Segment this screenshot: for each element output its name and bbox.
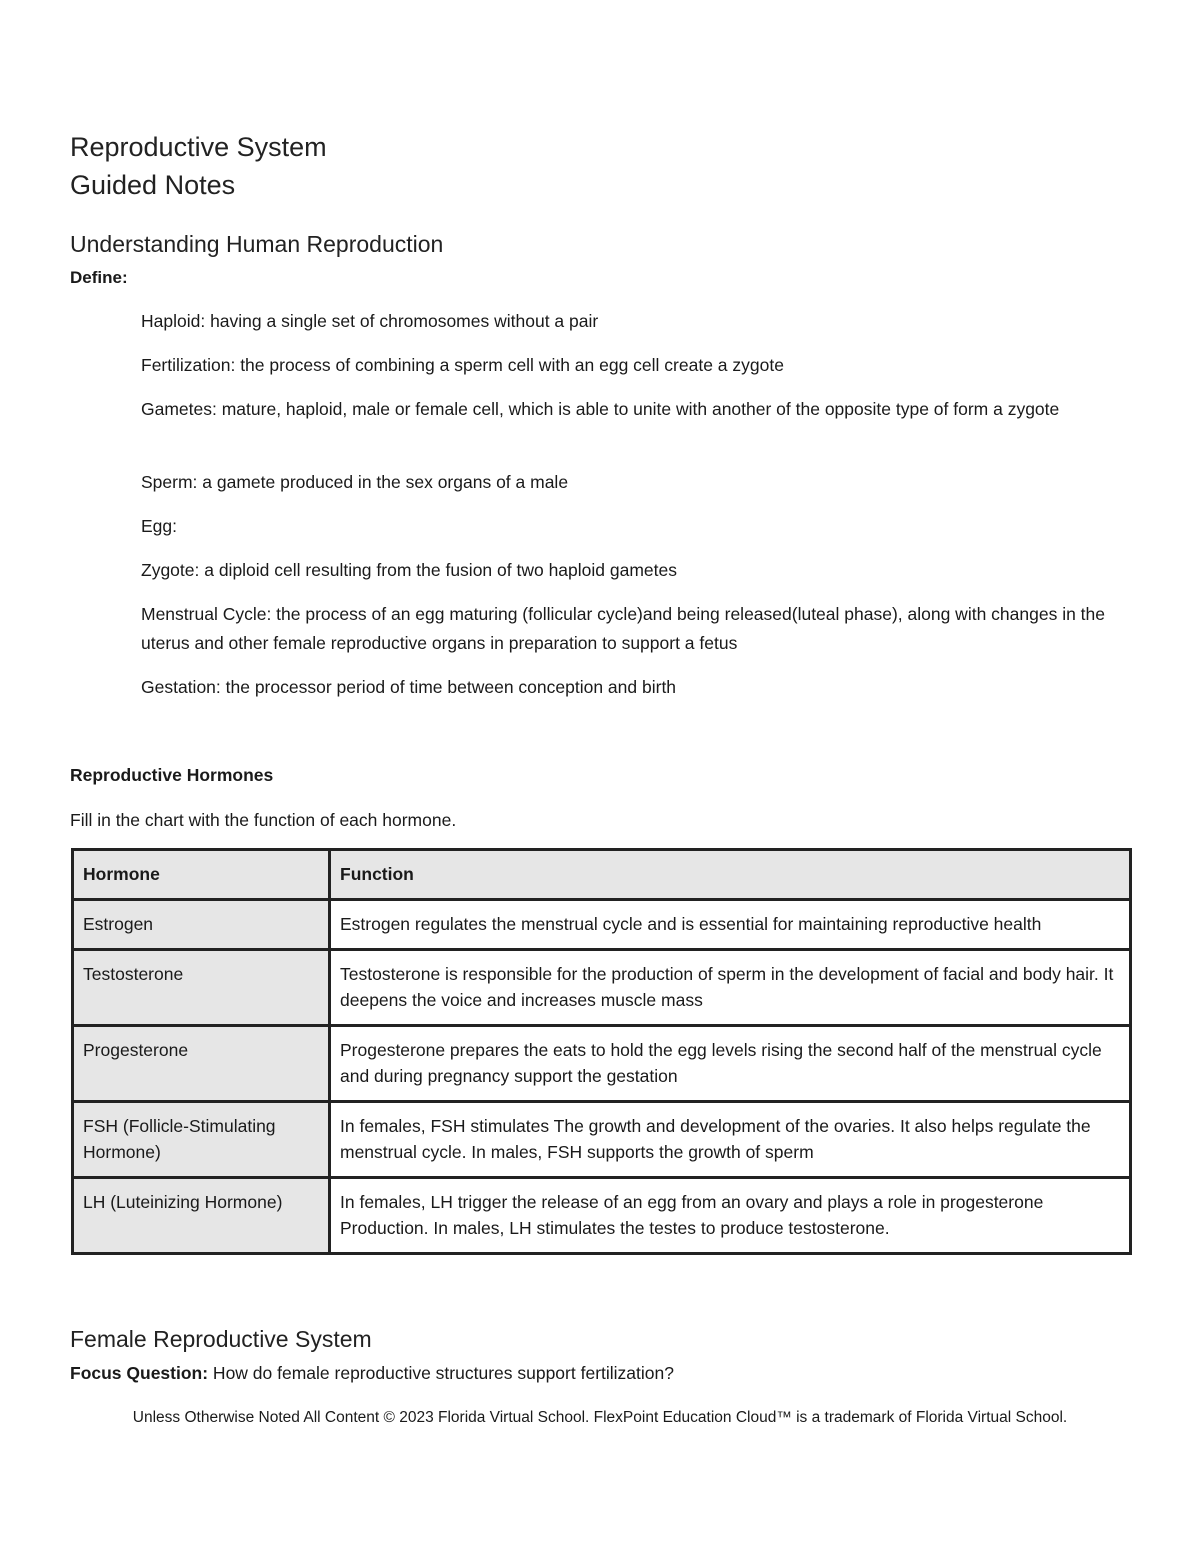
hormone-function[interactable]: In females, FSH stimulates The growth and development of the ovaries. It also helps regulate the menstrual cycle. In males, FSH supports the growth of sperm [330,1102,1131,1178]
table-header-row [73,850,1131,900]
table-row [73,1102,1131,1178]
hormone-function[interactable]: Estrogen regulates the menstrual cycle and is essential for maintaining reproductive health [330,900,1131,950]
define-label: Define: [70,268,128,287]
definition-sperm: Sperm: a gamete produced in the sex organs of a male [141,472,569,492]
focus-question-label: Focus Question: [70,1363,209,1383]
section-heading-understanding: Understanding Human Reproduction [70,231,444,257]
document-subtitle: Guided Notes [70,170,236,200]
hormone-name: Progesterone [73,1026,330,1102]
section-heading-hormones: Reproductive Hormones [70,765,274,785]
header-hormone: Hormone [73,850,330,900]
definition-zygote: Zygote: a diploid cell resulting from the fusion of two haploid gametes [141,560,677,580]
focus-question-text: How do female reproductive structures support fertilization? [208,1363,674,1383]
hormone-function[interactable]: Testosterone is responsible for the production of sperm in the development of facial and body hair. It deepens the voice and increases muscle mass [330,950,1131,1026]
hormone-function[interactable]: Progesterone prepares the eats to hold the egg levels rising the second half of the menstrual cycle and during pregnancy support the gestation [330,1026,1131,1102]
copyright-footer: Unless Otherwise Noted All Content © 2023 Florida Virtual School. FlexPoint Education Cloud™ is a trademark of Florida Virtual School. [132,1409,1068,1426]
definition-fertilization: Fertilization: the process of combining a sperm cell with an egg cell create a zygote [141,355,784,375]
table-row [73,950,1131,1026]
hormone-name: LH (Luteinizing Hormone) [73,1178,330,1254]
table-row [73,1026,1131,1102]
chart-instruction: Fill in the chart with the function of each hormone. [70,810,457,830]
definition-gametes: Gametes: mature, haploid, male or female cell, which is able to unite with another of the opposite type of form a zygote [141,399,1060,419]
section-heading-female: Female Reproductive System [70,1326,372,1352]
hormone-table [71,848,1132,1255]
focus-question [70,1361,674,1385]
header-function: Function [330,850,1131,900]
definition-gestation: Gestation: the processor period of time between conception and birth [141,677,677,697]
definition-menstrual-cycle: Menstrual Cycle: the process of an egg maturing (follicular cycle)and being released(luteal phase), along with changes in the uterus and other female reproductive organs in preparation to support a fetus [141,604,1106,653]
definition-haploid: Haploid: having a single set of chromosomes without a pair [141,311,599,331]
hormone-name: FSH (Follicle-Stimulating Hormone) [73,1102,330,1178]
definition-egg: Egg: [141,516,177,536]
hormone-name: Testosterone [73,950,330,1026]
hormone-function[interactable]: In females, LH trigger the release of an egg from an ovary and plays a role in progesterone Production. In males, LH stimulates the testes to produce testosterone. [330,1178,1131,1254]
table-row [73,1178,1131,1254]
hormone-name: Estrogen [73,900,330,950]
document-title: Reproductive System [70,132,327,162]
table-row [73,900,1131,950]
